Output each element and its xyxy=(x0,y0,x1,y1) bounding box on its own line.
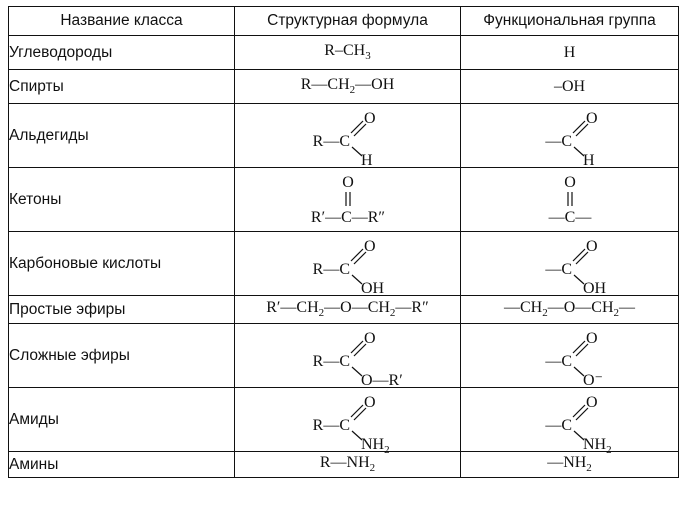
table-row xyxy=(9,452,679,478)
header-functional-group: Функциональная группа xyxy=(461,7,679,36)
structural-formula-cell xyxy=(235,168,461,232)
svg-text:O: O xyxy=(585,393,598,411)
carbonyl-fragment xyxy=(293,108,403,169)
svg-text:O: O xyxy=(363,109,376,127)
table-row xyxy=(9,232,679,296)
header-row xyxy=(9,7,679,36)
table-row xyxy=(9,388,679,452)
functional-group-cell xyxy=(461,324,679,388)
svg-text:R—C: R—C xyxy=(312,416,350,434)
carbonyl-fragment xyxy=(293,236,403,297)
table-row xyxy=(9,104,679,168)
carbonyl-fragment xyxy=(515,392,625,456)
ketone-fragment xyxy=(293,172,403,228)
functional-group-cell xyxy=(461,36,679,70)
svg-text:H: H xyxy=(582,151,595,169)
svg-text:O: O xyxy=(585,109,598,127)
class-name-cell: Спирты xyxy=(9,70,235,104)
formula-text: $R—CH_2—OH$ xyxy=(300,76,395,97)
class-name-cell: Альдегиды xyxy=(9,104,235,168)
svg-text:O: O xyxy=(563,173,576,191)
functional-group-cell xyxy=(461,70,679,104)
svg-text:OH: OH xyxy=(582,279,606,297)
class-name-cell: Карбоновые кислоты xyxy=(9,232,235,296)
class-name-cell: Простые эфиры xyxy=(9,296,235,324)
table-row xyxy=(9,36,679,70)
svg-text:—C: —C xyxy=(544,260,572,278)
functional-groups-table xyxy=(8,6,679,478)
table-row xyxy=(9,70,679,104)
formula-text: $R—NH_2$ xyxy=(319,454,376,475)
svg-text:NH2: $NH_2$ xyxy=(360,435,390,456)
svg-text:R—C: R—C xyxy=(312,132,350,150)
formula-text: $—CH_2—O—CH_2—$ xyxy=(503,299,635,320)
table-row xyxy=(9,296,679,324)
structural-formula-cell xyxy=(235,104,461,168)
svg-text:O: O xyxy=(363,237,376,255)
formula-text: –OH xyxy=(553,77,586,95)
formula-text: $R'—CH_2—O—CH_2—R''$ xyxy=(266,299,429,320)
carbonyl-fragment xyxy=(515,328,625,389)
header-class-name: Название класса xyxy=(9,7,235,36)
structural-formula-cell xyxy=(235,324,461,388)
formula-text: $R-CH_3$ xyxy=(324,42,371,63)
svg-text:—C: —C xyxy=(544,416,572,434)
header-structural-formula: Структурная формула xyxy=(235,7,461,36)
svg-text:O—R′: O—R′ xyxy=(360,371,403,389)
svg-text:O: O xyxy=(585,329,598,347)
svg-text:O: O xyxy=(585,237,598,255)
structural-formula-cell xyxy=(235,70,461,104)
svg-text:NH2: $NH_2$ xyxy=(582,435,612,456)
class-name-cell: Сложные эфиры xyxy=(9,324,235,388)
svg-text:O: O xyxy=(363,329,376,347)
carbonyl-fragment xyxy=(515,108,625,169)
svg-text:—C: —C xyxy=(544,132,572,150)
structural-formula-cell xyxy=(235,232,461,296)
svg-text:OH: OH xyxy=(360,279,384,297)
formula-text: H xyxy=(563,43,576,61)
structural-formula-cell xyxy=(235,36,461,70)
svg-text:O: O xyxy=(341,173,354,191)
class-name-cell: Углеводороды xyxy=(9,36,235,70)
svg-text:R′—C—R″: R′—C—R″ xyxy=(310,208,385,226)
ketone-fragment xyxy=(515,172,625,228)
carbonyl-fragment xyxy=(293,328,403,389)
svg-text:R—C: R—C xyxy=(312,352,350,370)
class-name-cell: Кетоны xyxy=(9,168,235,232)
svg-text:H: H xyxy=(360,151,373,169)
svg-text:—C: —C xyxy=(544,352,572,370)
svg-text:O⁻: O⁻ xyxy=(582,371,603,389)
functional-group-cell xyxy=(461,452,679,478)
table-row xyxy=(9,324,679,388)
formula-text: $—NH_2$ xyxy=(547,454,592,475)
svg-text:R—C: R—C xyxy=(312,260,350,278)
functional-group-cell xyxy=(461,104,679,168)
class-name-cell: Амиды xyxy=(9,388,235,452)
structural-formula-cell xyxy=(235,388,461,456)
svg-text:—C—: —C— xyxy=(548,208,591,226)
svg-text:O: O xyxy=(363,393,376,411)
functional-group-cell xyxy=(461,232,679,296)
carbonyl-fragment xyxy=(515,236,625,297)
carbonyl-fragment xyxy=(293,392,403,456)
functional-group-cell xyxy=(461,168,679,232)
functional-group-cell xyxy=(461,296,679,324)
functional-group-cell xyxy=(461,388,679,456)
table-row xyxy=(9,168,679,232)
structural-formula-cell xyxy=(235,296,461,324)
structural-formula-cell xyxy=(235,452,461,478)
class-name-cell: Амины xyxy=(9,452,235,478)
